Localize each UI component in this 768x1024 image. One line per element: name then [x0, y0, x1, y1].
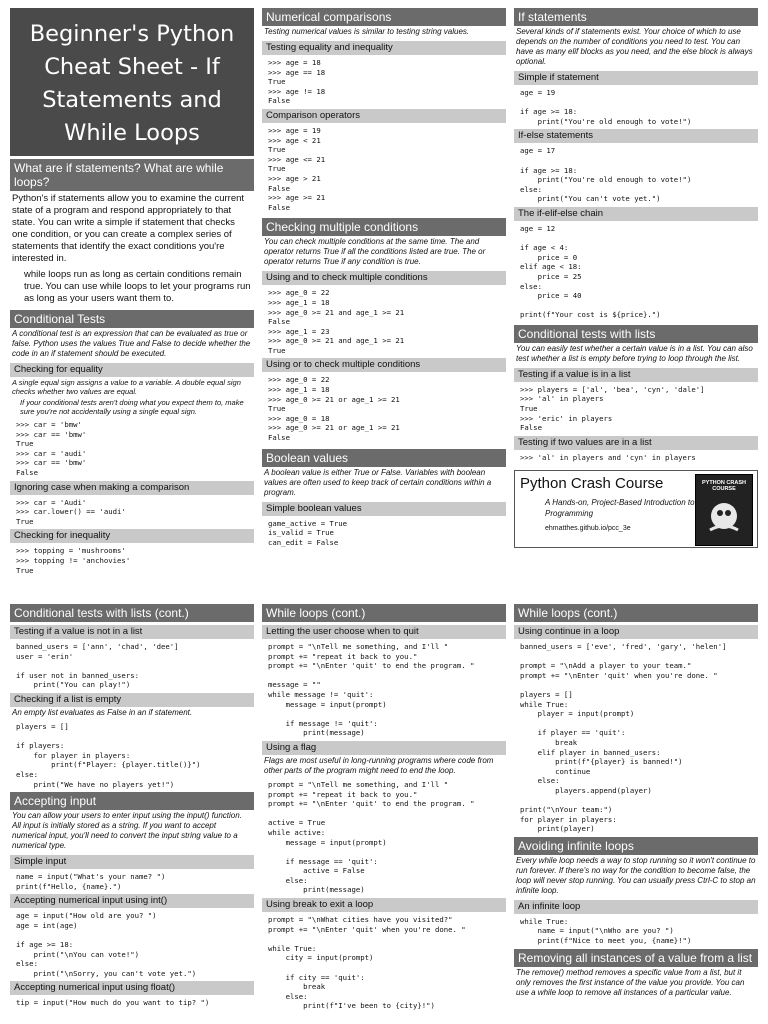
description: You can easily test whether a certain value is in a list. You can also test whether a list is empty before trying to loop through the list.	[516, 343, 753, 363]
code-block: banned_users = ['ann', 'chad', 'dee'] user = 'erin' if user not in banned_users: print("You can play!")	[16, 642, 179, 690]
subsection-heading: Letting the user choose when to quit	[262, 625, 506, 639]
column-2	[262, 8, 506, 550]
description: Flags are most useful in long-running programs where code from other parts of the program might need to end the loop.	[264, 755, 494, 775]
subsection-heading: Accepting numerical input using float()	[10, 981, 254, 995]
book-subtitle: A Hands-on, Project-Based Introduction to Programming	[545, 498, 695, 519]
section-heading: Boolean values	[262, 449, 506, 467]
book-title: Python Crash Course	[520, 475, 664, 493]
description: The remove() method removes a specific value from a list, but it only removes the first instance of the value you provide. You can use a while loop to remove all instances of a particular value.	[516, 967, 745, 997]
subsection-heading: Testing if two values are in a list	[514, 436, 758, 450]
book-url: ehmatthes.github.io/pcc_3e	[545, 525, 631, 533]
robot-snake-icon	[696, 492, 752, 538]
column-6	[514, 604, 758, 999]
code-block: age = 19 if age >= 18: print("You're old enough to vote!")	[520, 88, 692, 126]
section-heading: Accepting input	[10, 792, 254, 810]
description: Every while loop needs a way to stop running so it won't continue to run forever. If there's no way for the condition to become false, the loop will never stop running. You can usually press Ctrl-C to stop an infinite loop.	[516, 855, 756, 895]
section-heading: Removing all instances of a value from a list	[514, 949, 758, 967]
code-block: age = input("How old are you? ") age = int(age) if age >= 18: print("\nYou can vote!") else: print("\nSorry, you can't vote yet.")	[16, 911, 197, 978]
description: A boolean value is either True or False. Variables with boolean values are often used to keep track of certain conditions within a program.	[264, 467, 492, 497]
description: You can check multiple conditions at the same time. The and operator returns True if all the conditions listed are true. The or operator returns True if any condition is true.	[264, 237, 486, 267]
code-block: >>> age_0 = 22 >>> age_1 = 18 >>> age_0 >= 21 and age_1 >= 21 False >>> age_1 = 23 >>> age_0 >= 21 and age_1 >= 21 True	[268, 288, 405, 355]
subsection-heading: Checking for equality	[10, 363, 254, 377]
section-heading: Avoiding infinite loops	[514, 837, 758, 855]
section-heading: Conditional tests with lists	[514, 325, 758, 343]
subsection-heading: Simple input	[10, 855, 254, 869]
code-block: >>> age = 19 >>> age < 21 True >>> age <= 21 True >>> age > 21 False >>> age >= 21 False	[268, 125, 326, 212]
subsection-heading: Testing equality and inequality	[262, 41, 506, 55]
subsection-heading: Simple boolean values	[262, 502, 506, 516]
subsection-heading: Using break to exit a loop	[262, 898, 506, 912]
subsection-heading: Simple if statement	[514, 71, 758, 85]
code-block: prompt = "\nWhat cities have you visited?" prompt += "\nEnter 'quit' when you're done. " while True: city = input(prompt) if city == 'quit': break else: print(f"I've been to {city}!")	[268, 915, 466, 1011]
column-4	[10, 604, 254, 1011]
code-block: >>> 'al' in players and 'cyn' in players	[520, 452, 696, 462]
code-block: players = [] if players: for player in players: print(f"Player: {player.title()}") else: print("We have no players yet!")	[16, 721, 201, 789]
column-1	[10, 8, 254, 578]
subsection-heading: Accepting numerical input using int()	[10, 894, 254, 908]
subsection-heading: An infinite loop	[514, 900, 758, 914]
section-heading: While loops (cont.)	[262, 604, 506, 622]
section-heading: What are if statements? What are while loops?	[10, 159, 254, 191]
code-block: game_active = True is_valid = True can_edit = False	[268, 518, 348, 547]
subsection-heading: Using continue in a loop	[514, 625, 758, 639]
description: A single equal sign assigns a value to a variable. A double equal sign checks whether two values are equal.	[12, 378, 241, 396]
section-heading: While loops (cont.)	[514, 604, 758, 622]
description: If your conditional tests aren't doing what you expect them to, make sure you're not accidentally using a single equal sign.	[20, 398, 244, 416]
subsection-heading: Testing if a value is not in a list	[10, 625, 254, 639]
subsection-heading: Using a flag	[262, 741, 506, 755]
subsection-heading: Using or to check multiple conditions	[262, 358, 506, 372]
code-block: age = 12 if age < 4: price = 0 elif age < 18: price = 25 else: price = 40 print(f"Your cost is ${price}.")	[520, 223, 661, 320]
code-block: prompt = "\nTell me something, and I'll " prompt += "repeat it back to you." prompt += "\nEnter 'quit' to end the program. " active = True while active: message = input(prompt) if message == 'quit': active = False else: print(message)	[268, 779, 475, 895]
description: Several kinds of if statements exist. Your choice of which to use depends on the number of conditions you need to test. You can have as many elif blocks as you need, and the else block is always optional.	[516, 27, 753, 66]
code-block: while True: name = input("\nWho are you? ") print(f"Nice to meet you, {name}!")	[520, 916, 692, 946]
description: A conditional test is an expression that can be evaluated as true or false. Python uses the values True and False to decide whether the code in an if statement should be executed.	[12, 329, 251, 358]
code-block: age = 17 if age >= 18: print("You're old enough to vote!") else: print("You can't vote yet.")	[520, 146, 692, 204]
subsection-heading: If-else statements	[514, 129, 758, 143]
code-block: >>> players = ['al', 'bea', 'cyn', 'dale'] >>> 'al' in players True >>> 'eric' in players False	[520, 384, 705, 433]
paragraph: while loops run as long as certain conditions remain true. You can use while loops to let your programs run as long as your users want them to.	[24, 269, 251, 304]
code-block: >>> car = 'Audi' >>> car.lower() == 'audi' True	[16, 497, 126, 526]
subsection-heading: Checking for inequality	[10, 529, 254, 543]
subsection-heading: Checking if a list is empty	[10, 693, 254, 707]
section-heading: Conditional Tests	[10, 310, 254, 328]
paragraph: Python's if statements allow you to examine the current state of a program and respond appropriately to that state. You can write a simple if statement that checks one condition, or you can create a complex series of statements that identify the exact conditions you're interested in.	[12, 193, 245, 264]
page-title: Beginner's Python Cheat Sheet - If Statements and While Loops	[10, 8, 254, 156]
subsection-heading: Comparison operators	[262, 109, 506, 123]
subsection-heading: The if-elif-else chain	[514, 207, 758, 221]
code-block: name = input("What's your name? ") print(f"Hello, {name}.")	[16, 872, 166, 891]
subsection-heading: Using and to check multiple conditions	[262, 271, 506, 285]
book-ad	[514, 470, 758, 548]
book-cover-image	[695, 474, 753, 546]
code-block: >>> car = 'bmw' >>> car == 'bmw' True >>> car = 'audi' >>> car == 'bmw' False	[16, 420, 87, 477]
section-heading: Conditional tests with lists (cont.)	[10, 604, 254, 622]
section-heading: Numerical comparisons	[262, 8, 506, 26]
code-block: >>> topping = 'mushrooms' >>> topping != 'anchovies' True	[16, 546, 131, 575]
code-block: banned_users = ['eve', 'fred', 'gary', 'helen'] prompt = "\nAdd a player to your team." prompt += "\nEnter 'quit' when you're done. " players = [] while True: player = input(prompt) if player == 'quit': break elif player in banned_users: print(f"{player} is banned!") continue else: players.append(player) print("\nYour team:") for player in players: print(player)	[520, 642, 727, 834]
description: An empty list evaluates as False in an if statement.	[12, 707, 193, 717]
code-block: prompt = "\nTell me something, and I'll " prompt += "repeat it back to you." prompt += "\nEnter 'quit' to end the program. " message = "" while message != 'quit': message = input(prompt) if message != 'quit': print(message)	[268, 642, 475, 738]
subsection-heading: Testing if a value is in a list	[514, 368, 758, 382]
code-block: tip = input("How much do you want to tip? ")	[16, 998, 210, 1008]
description: Testing numerical values is similar to testing string values.	[264, 27, 470, 36]
subsection-heading: Ignoring case when making a comparison	[10, 481, 254, 495]
code-block: >>> age_0 = 22 >>> age_1 = 18 >>> age_0 >= 21 or age_1 >= 21 True >>> age_0 = 18 >>> age_0 >= 21 or age_1 >= 21 False	[268, 375, 400, 443]
column-3	[514, 8, 758, 548]
cover-title: PYTHON CRASH COURSE	[701, 480, 746, 493]
section-heading: Checking multiple conditions	[262, 218, 506, 236]
section-heading: If statements	[514, 8, 758, 26]
code-block: >>> age = 18 >>> age == 18 True >>> age != 18 False	[268, 58, 326, 106]
column-5	[262, 604, 506, 1014]
description: You can allow your users to enter input using the input() function. All input is initially stored as a string. If you want to accept numerical input, you'll need to convert the input string value to a numerical type.	[12, 811, 242, 851]
